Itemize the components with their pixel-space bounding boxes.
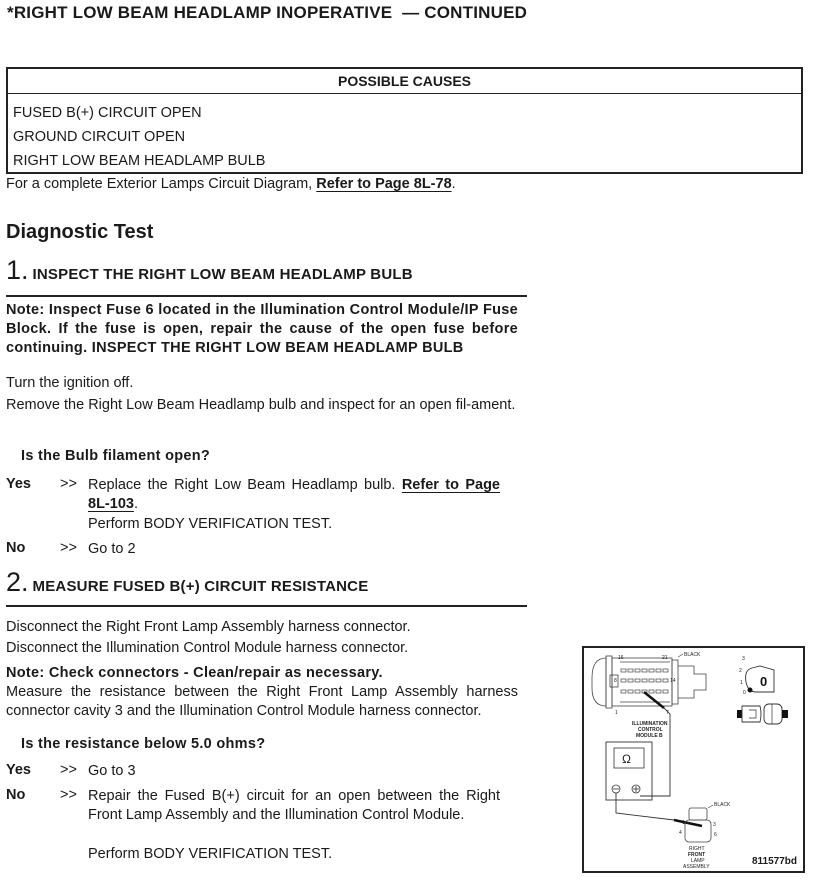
possible-causes-table (6, 67, 803, 174)
lamp-label: LAMP (691, 858, 705, 864)
figure-id: 811577bd (751, 856, 797, 867)
step-number: 2. (6, 567, 29, 597)
connector-color-label: BLACK (714, 802, 731, 808)
cause-item: FUSED B(+) CIRCUIT OPEN (13, 105, 202, 121)
step-2-note: Note: Check connectors - Clean/repair as necessary. (6, 665, 383, 681)
step-1-question: Is the Bulb filament open? (21, 448, 211, 464)
step-2-measure: Measure the resistance between the Right Front Lamp Assembly harness connector cavity 3 and the Illumination Control Module harness connector. (6, 684, 518, 719)
answer-no-text: Repair the Fused B(+) circuit for an open between the Right Front Lamp Assembly and the Illumination Control Module. (88, 788, 500, 823)
answer-arrow: >> (60, 762, 77, 778)
answer-yes-label: Yes (6, 476, 31, 492)
step-2-instruction: Disconnect the Right Front Lamp Assembly harness connector. (6, 619, 411, 635)
ignition-key-icon (739, 656, 774, 696)
pin-label: 3 (713, 822, 716, 828)
step-2-header (6, 567, 527, 607)
key-position-label: 1 (740, 680, 743, 686)
circuit-diagram-reference (6, 176, 456, 192)
step-2-instruction: Disconnect the Illumination Control Module harness connector. (6, 640, 409, 656)
page-title: *RIGHT LOW BEAM HEADLAMP INOPERATIVE — CONTINUED (7, 3, 528, 22)
pin-label: 21 (662, 655, 668, 661)
key-position-label: 2 (739, 668, 742, 674)
answer-no-label: No (6, 540, 26, 556)
pin-label: 6 (714, 832, 717, 838)
possible-causes-header: POSSIBLE CAUSES (8, 69, 801, 94)
step-1-instruction: Remove the Right Low Beam Headlamp bulb and inspect for an open fil-ament. (6, 397, 516, 413)
step-number: 1. (6, 255, 29, 285)
step-1-header (6, 255, 527, 297)
page-8l-103-link[interactable]: Refer to Page 8L-103 (88, 477, 500, 512)
answer-yes-followup: Perform BODY VERIFICATION TEST. (88, 516, 333, 532)
module-label: CONTROL (638, 727, 663, 733)
cause-item: GROUND CIRCUIT OPEN (13, 129, 186, 145)
answer-arrow: >> (60, 787, 77, 803)
module-label: MODULE B (636, 733, 663, 739)
answer-yes-text: Go to 3 (88, 763, 136, 779)
key-symbol: 0 (760, 674, 768, 689)
step-1-instruction: Turn the ignition off. (6, 375, 134, 391)
wiring-test-figure (582, 646, 805, 873)
answer-yes-label: Yes (6, 762, 31, 778)
reference-text: For a complete Exterior Lamps Circuit Diagram, (6, 176, 317, 192)
step-title: MEASURE FUSED B(+) CIRCUIT RESISTANCE (32, 578, 369, 595)
step-title: INSPECT THE RIGHT LOW BEAM HEADLAMP BULB (32, 266, 413, 283)
lamp-label: FRONT (688, 852, 706, 858)
step-1-note: Note: Inspect Fuse 6 located in the Illumination Control Module/IP Fuse Block. If the fuse is open, repair the cause of the open fuse before continuing. INSPECT THE RIGHT LOW BEAM HEADLAMP BULB (6, 302, 518, 356)
answer-suffix: . (133, 496, 138, 512)
page-8l-78-link[interactable]: Refer to Page 8L-78 (316, 176, 452, 192)
pin-label: 14 (670, 678, 676, 684)
pin-label: 16 (618, 655, 624, 661)
answer-no-text: Go to 2 (88, 541, 136, 557)
pin-label: 8 (614, 678, 617, 684)
circuit-diagram-illustration (584, 648, 803, 871)
step-2-question: Is the resistance below 5.0 ohms? (21, 736, 266, 752)
reference-suffix: . (451, 176, 456, 192)
key-position-label: 3 (742, 656, 745, 662)
ohm-symbol: Ω (622, 752, 631, 766)
answer-arrow: >> (60, 540, 77, 556)
pin-label: 4 (679, 830, 682, 836)
answer-no-followup: Perform BODY VERIFICATION TEST. (88, 846, 333, 862)
pin-label: 7 (666, 710, 669, 716)
answer-arrow: >> (60, 476, 77, 492)
connector-color-label: BLACK (684, 652, 701, 658)
answer-text: Replace the Right Low Beam Headlamp bulb. (88, 477, 402, 493)
key-position-label: 0 (743, 690, 746, 696)
pin-label: 1 (682, 820, 685, 826)
answer-no-label: No (6, 787, 26, 803)
lamp-label: RIGHT (689, 846, 705, 852)
diagnostic-test-heading: Diagnostic Test (6, 221, 154, 243)
lamp-label: ASSEMBLY (683, 864, 710, 870)
module-label: ILLUMINATION (632, 721, 668, 727)
disconnect-connector-icon (737, 704, 788, 724)
answer-yes-text (88, 476, 500, 514)
cause-item: RIGHT LOW BEAM HEADLAMP BULB (13, 153, 266, 169)
pin-label: 1 (615, 710, 618, 716)
